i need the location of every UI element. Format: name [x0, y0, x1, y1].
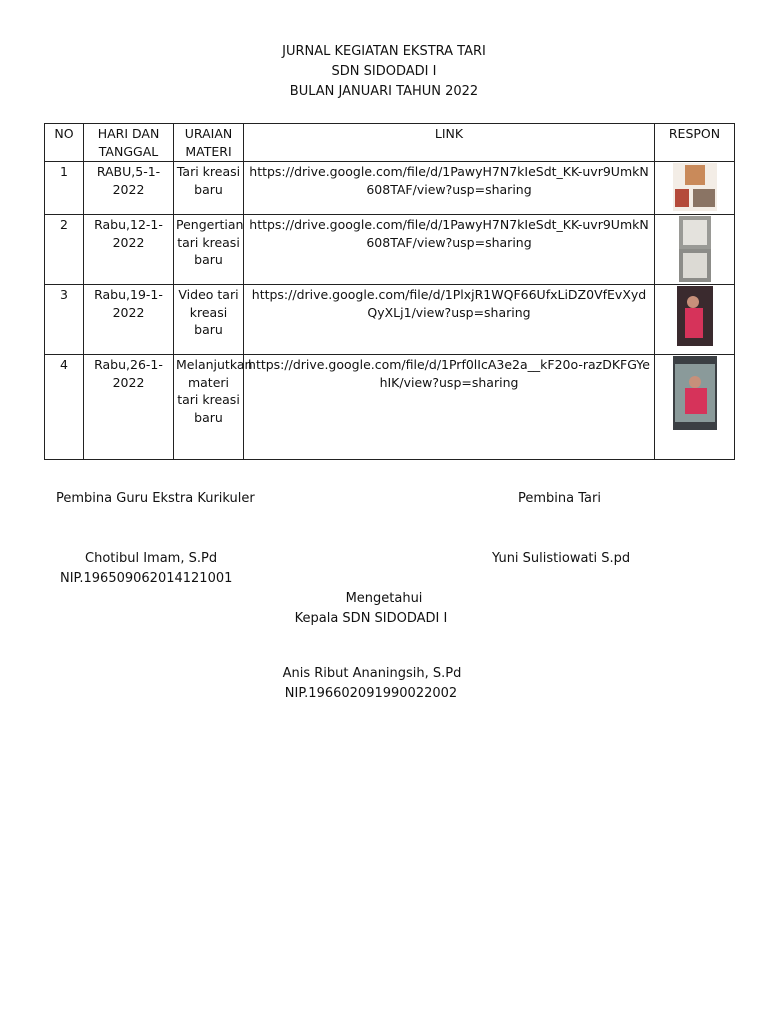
table-row — [45, 162, 735, 215]
approval-label: Mengetahui — [345, 591, 423, 606]
col-date: HARI DAN TANGGAL — [84, 124, 174, 162]
response-photo — [677, 286, 713, 346]
row-date: RABU,5-1-2022 — [84, 162, 174, 215]
drive-link[interactable]: https://drive.google.com/file/d/1PawyH7N7kIeSdt_KK-uvr9UmkN608TAF/view?usp=sharing — [244, 162, 655, 215]
school-name: SDN SIDODADI I — [331, 64, 437, 79]
right-signer-role: Pembina Tari — [518, 491, 601, 506]
row-no: 1 — [45, 162, 84, 215]
respon-cell — [655, 355, 735, 460]
principal-name: Anis Ribut Ananingsih, S.Pd — [282, 666, 462, 681]
respon-cell — [655, 215, 735, 285]
row-date: Rabu,12-1-2022 — [84, 215, 174, 285]
table-row — [45, 285, 735, 355]
drive-link[interactable]: https://drive.google.com/file/d/1PlxjR1WQF66UfxLiDZ0VfEvXydQyXLj1/view?usp=sharing — [244, 285, 655, 355]
response-photo — [673, 163, 717, 211]
row-materi: Pengertian tari kreasi baru — [174, 215, 244, 285]
left-signer-name: Chotibul Imam, S.Pd — [85, 551, 218, 566]
left-signer-role: Pembina Guru Ekstra Kurikuler — [56, 491, 255, 506]
row-no: 2 — [45, 215, 84, 285]
table-row — [45, 355, 735, 460]
drive-link[interactable]: https://drive.google.com/file/d/1PawyH7N7kIeSdt_KK-uvr9UmkN608TAF/view?usp=sharing — [244, 215, 655, 285]
col-respon: RESPON — [655, 124, 735, 162]
respon-cell — [655, 285, 735, 355]
table-row — [45, 215, 735, 285]
row-materi: Tari kreasi baru — [174, 162, 244, 215]
journal-table — [44, 123, 735, 460]
table-header-row — [45, 124, 735, 162]
principal-nip: NIP.196602091990022002 — [284, 686, 458, 701]
response-photo — [679, 216, 711, 282]
left-signer-nip: NIP.196509062014121001 — [60, 571, 233, 586]
row-date: Rabu,19-1-2022 — [84, 285, 174, 355]
row-no: 4 — [45, 355, 84, 460]
row-materi: Melanjutkan materi tari kreasi baru — [174, 355, 244, 460]
respon-cell — [655, 162, 735, 215]
row-materi: Video tari kreasi baru — [174, 285, 244, 355]
drive-link[interactable]: https://drive.google.com/file/d/1Prf0lIcA3e2a__kF20o-razDKFGYehIK/view?usp=sharing — [244, 355, 655, 460]
principal-role: Kepala SDN SIDODADI I — [294, 611, 448, 626]
row-no: 3 — [45, 285, 84, 355]
response-photo — [673, 356, 717, 430]
col-link: LINK — [244, 124, 655, 162]
col-materi: URAIAN MATERI — [174, 124, 244, 162]
doc-title: JURNAL KEGIATAN EKSTRA TARI — [282, 44, 486, 59]
right-signer-name: Yuni Sulistiowati S.pd — [492, 551, 631, 566]
col-no: NO — [45, 124, 84, 162]
row-date: Rabu,26-1-2022 — [84, 355, 174, 460]
period: BULAN JANUARI TAHUN 2022 — [289, 84, 479, 99]
